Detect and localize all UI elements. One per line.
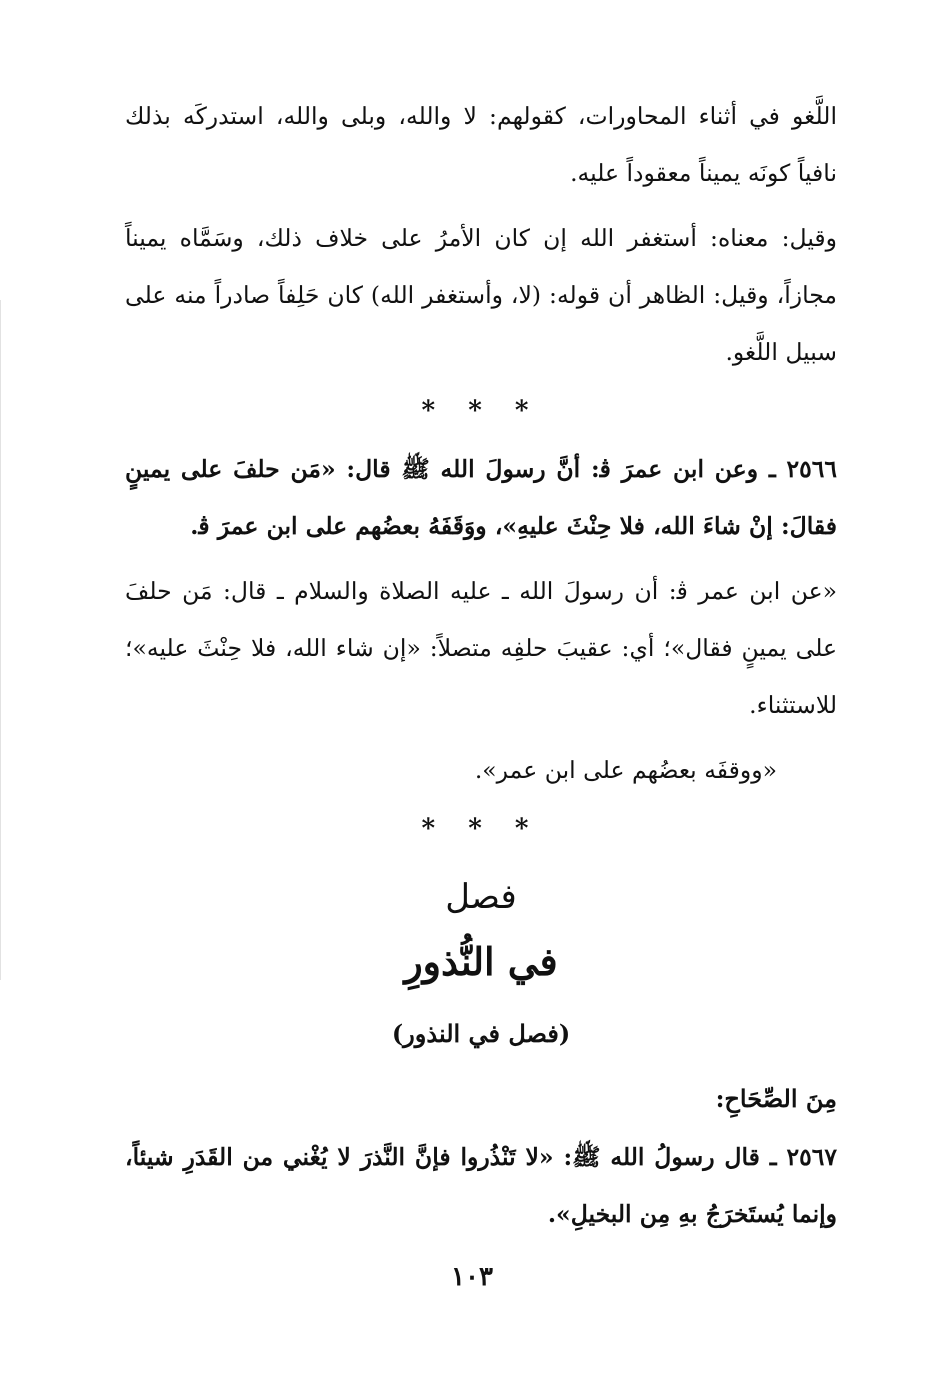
commentary-paragraph: «عن ابن عمر ﭬ: أن رسولَ الله ـ عليه الصلاة والسلام ـ قال: مَن حلفَ على يمينٍ فقال»؛ أي: عقيبَ حلفِه متصلاً: «إن شاء الله، فلا حِنْثَ عليه»؛ للاستثناء. [125, 577, 837, 719]
page-body [125, 88, 837, 1243]
page-number: ١٠٣ [451, 1262, 493, 1292]
separator-stars: * * * [421, 396, 541, 426]
commentary-paragraph: اللَّغو في أثناء المحاورات، كقولهم: لا والله، وبلى والله، استدركَه بذلك نافياً كونَه يميناً معقوداً عليه. [125, 102, 837, 187]
section-title: في النُّذورِ [404, 939, 558, 984]
source-label: مِنَ الصِّحَاحِ: [715, 1084, 837, 1113]
separator-stars: * * * [421, 814, 541, 844]
commentary-paragraph: وقيل: معناه: أستغفر الله إن كان الأمرُ على خلاف ذلك، وسَمَّاه يميناً مجازاً، وقيل: الظاهر أن قوله: (لا، وأستغفر الله) كان حَلِفاً صادراً منه على سبيل اللَّغو. [125, 224, 837, 366]
hadith-2566: ٢٥٦٦ ـ وعن ابن عمرَ ﭬ: أنَّ رسولَ الله ﷺ قال: «مَن حلفَ على يمينٍ فقالَ: إنْ شاءَ الله، فلا حِنْثَ عليهِ»، ووَقَفَهُ بعضُهم على ابن عمرَ ﭬ. [125, 455, 837, 540]
section-word: فصل [445, 877, 517, 917]
page-gutter-line [0, 300, 1, 980]
hadith-2567: ٢٥٦٧ ـ قال رسولُ الله ﷺ: «لا تَنْذُروا فإنَّ النَّذرَ لا يُغْني من القَدَرِ شيئاً، وإنما يُستَخرَجُ بهِ مِن البخيلِ». [125, 1143, 837, 1228]
section-subtitle: (فصل في النذور) [391, 1019, 571, 1048]
commentary-paragraph: «ووقفَه بعضُهم على ابن عمر». [474, 756, 777, 784]
